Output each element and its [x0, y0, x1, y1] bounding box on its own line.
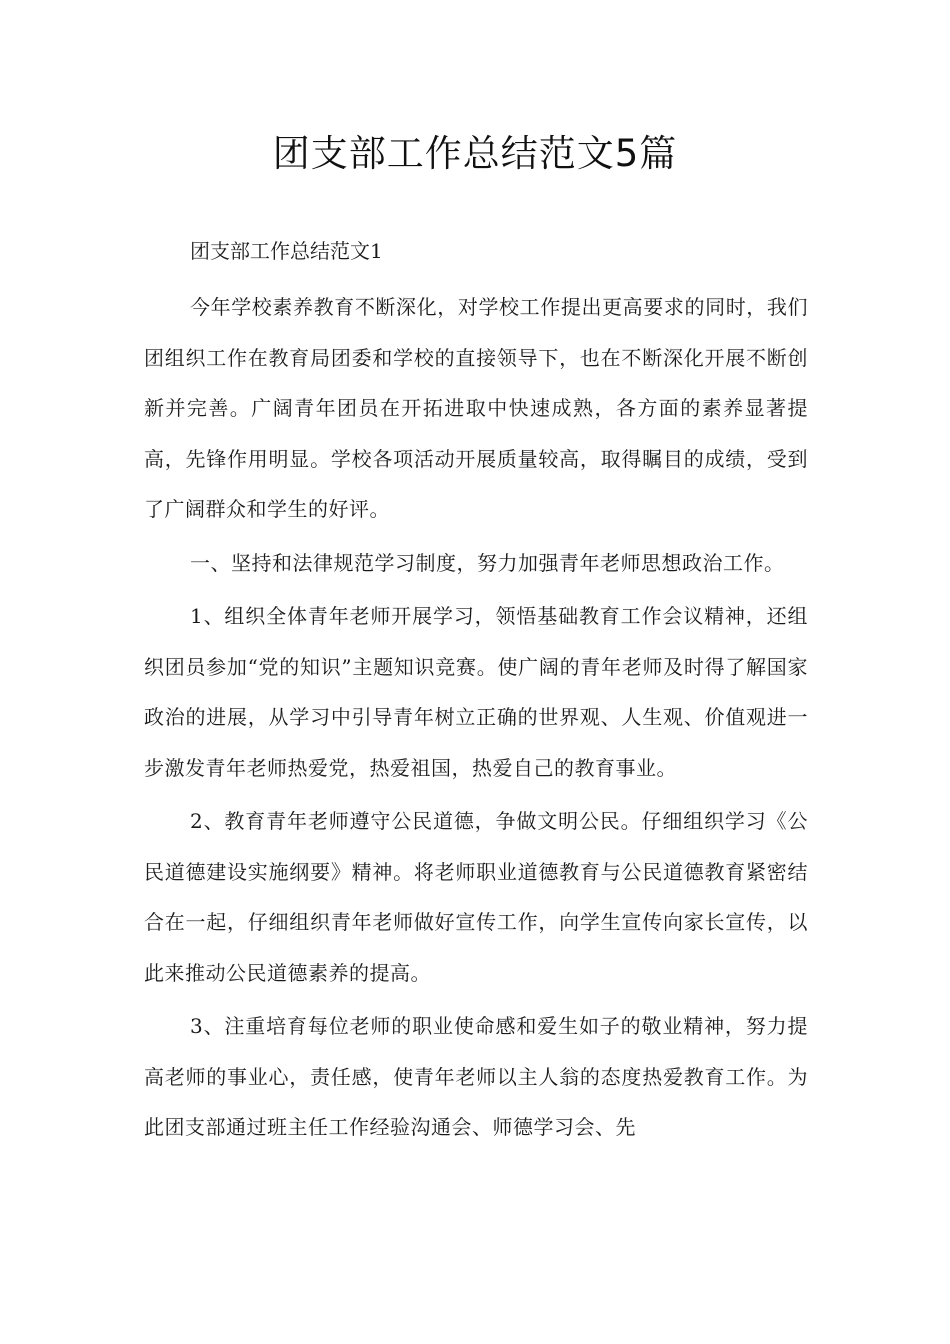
document-body	[144, 232, 808, 1156]
paragraph-item-1: 1、组织全体青年老师开展学习，领悟基础教育工作会议精神，还组织团员参加“党的知识”主题知识竞赛。使广阔的青年老师及时得了解国家政治的进展，从学习中引导青年树立正确的世界观、人生观、价值观进一步激发青年老师热爱党，热爱祖国，热爱自己的教育事业。	[144, 604, 808, 780]
document-title: 团支部工作总结范文5篇	[272, 132, 678, 175]
paragraph-item-2: 2、教育青年老师遵守公民道德，争做文明公民。仔细组织学习《公民道德建设实施纲要》精神。将老师职业道德教育与公民道德教育紧密结合在一起，仔细组织青年老师做好宣传工作，向学生宣传向家长宣传，以此来推动公民道德素养的提高。	[144, 809, 808, 985]
paragraph-item-3: 3、注重培育每位老师的职业使命感和爱生如子的敬业精神，努力提高老师的事业心，责任感，使青年老师以主人翁的态度热爱教育工作。为此团支部通过班主任工作经验沟通会、师德学习会、先	[144, 1014, 808, 1139]
section-heading: 团支部工作总结范文1	[190, 239, 383, 263]
paragraph-section-one: 一、坚持和法律规范学习制度，努力加强青年老师思想政治工作。	[190, 550, 785, 575]
paragraph-intro: 今年学校素养教育不断深化，对学校工作提出更高要求的同时，我们团组织工作在教育局团委和学校的直接领导下，也在不断深化开展不断创新并完善。广阔青年团员在开拓进取中快速成熟，各方面的素养显著提高，先锋作用明显。学校各项活动开展质量较高，取得瞩目的成绩，受到了广阔群众和学生的好评。	[144, 295, 808, 521]
